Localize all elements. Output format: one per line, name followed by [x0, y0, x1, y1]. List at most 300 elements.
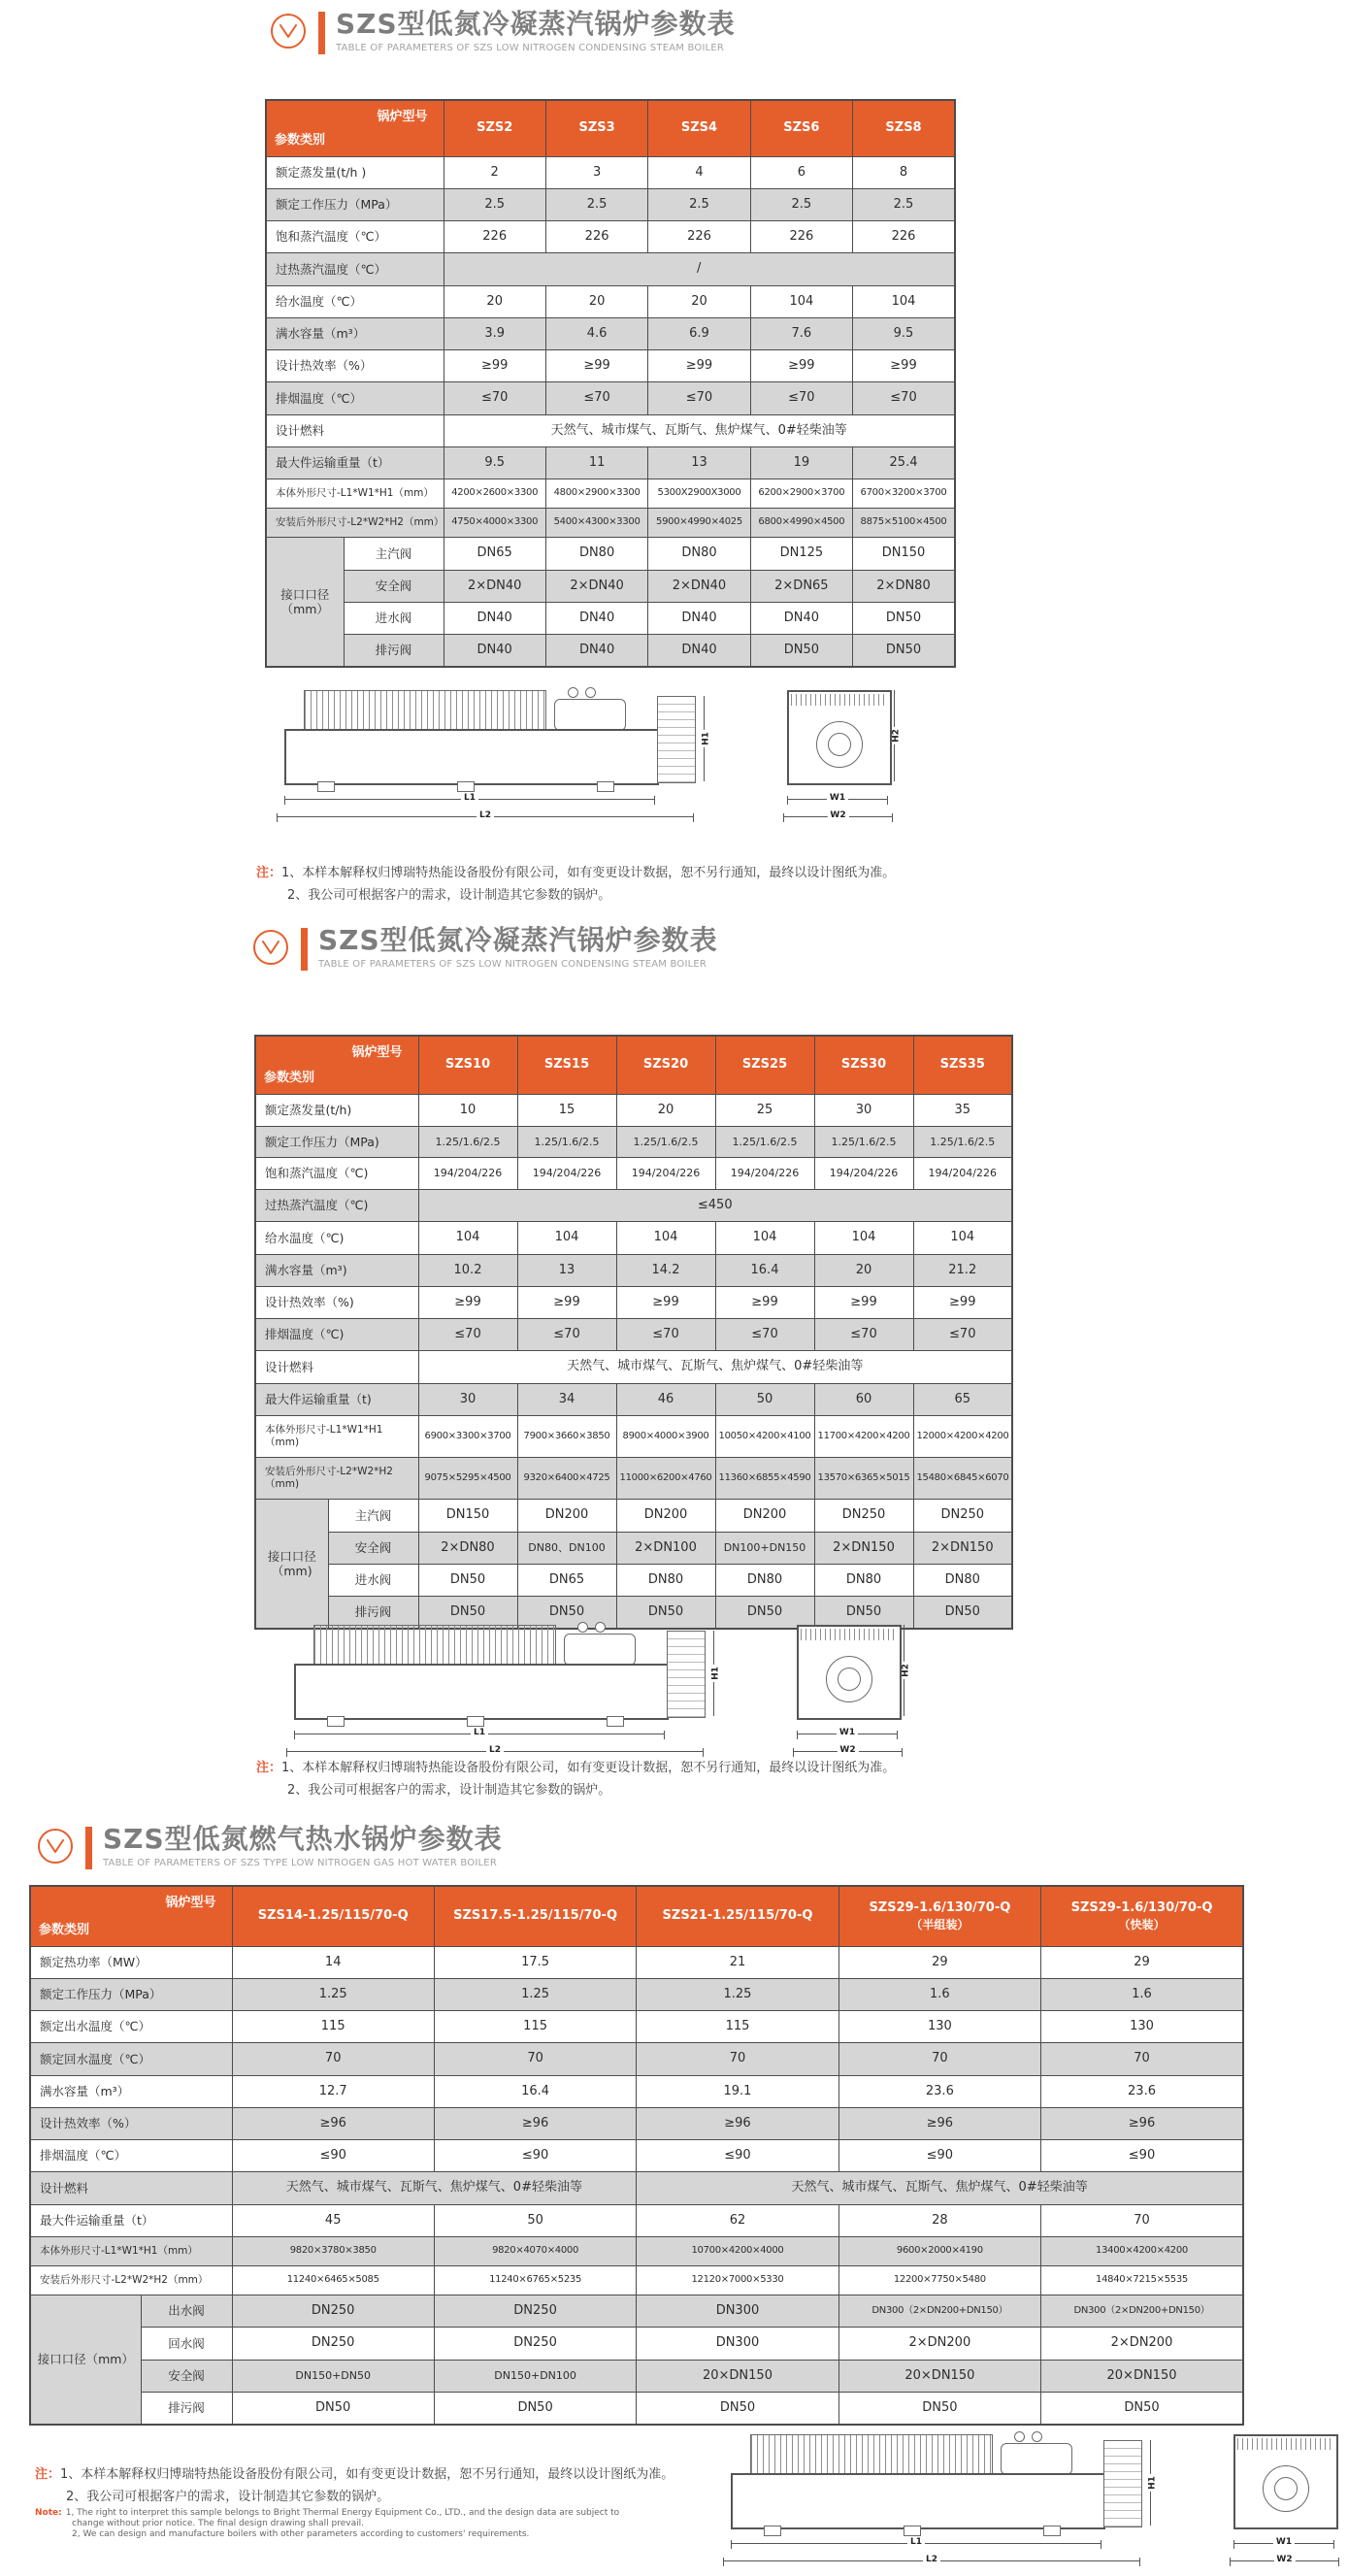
valve-name: 进水阀: [344, 602, 444, 634]
table-cell: DN150+DN100: [434, 2360, 636, 2392]
table-cell: 6900×3300×3700: [418, 1415, 517, 1457]
table-cell: 10050×4200×4100: [715, 1415, 814, 1457]
valve-name: 进水阀: [328, 1564, 418, 1596]
boiler-side-view: [723, 2428, 1160, 2576]
section-header-3: [37, 1825, 503, 1869]
column-header: SZS6: [750, 100, 852, 156]
table-cell: DN50: [853, 635, 955, 668]
corner-header: [30, 1886, 232, 1946]
row-label: 最大件运输重量（t): [255, 1383, 418, 1415]
section-header-2: [252, 926, 718, 971]
economizer-hatch: [304, 690, 546, 731]
table-cell: ≤450: [418, 1190, 1012, 1222]
end-view-outline: [1233, 2434, 1338, 2529]
table-cell: 130: [1041, 2011, 1243, 2043]
table-cell: 4: [648, 156, 750, 188]
table-cell: 104: [814, 1222, 913, 1254]
section-title: SZS型低氮冷凝蒸汽锅炉参数表: [336, 8, 736, 40]
row-label: 额定出水温度（℃）: [30, 2011, 232, 2043]
table-cell: 1.25/1.6/2.5: [814, 1126, 913, 1158]
table-cell: 9820×3780×3850: [232, 2236, 434, 2265]
table-cell: 45: [232, 2204, 434, 2236]
table-cell: ≥99: [444, 350, 545, 382]
economizer-hatch: [313, 1625, 556, 1666]
table-cell: DN65: [517, 1564, 616, 1596]
table-cell: DN300: [637, 2295, 838, 2328]
table-cell: ≥99: [616, 1286, 715, 1318]
table-cell: DN50: [1041, 2392, 1243, 2425]
table-cell: 20: [814, 1254, 913, 1286]
table-cell: ≤70: [853, 382, 955, 414]
row-label: 安装后外形尺寸-L2*W2*H2（mm): [255, 1458, 418, 1500]
table-cell: 6700×3200×3700: [853, 479, 955, 509]
table-cell: 14: [232, 1946, 434, 1978]
brand-chevron-icon: [37, 1828, 74, 1865]
table-cell: 194/204/226: [418, 1158, 517, 1190]
table-cell: 2×DN150: [814, 1532, 913, 1564]
table-cell: 2×DN65: [750, 570, 852, 602]
dimension-h1: H1: [704, 696, 705, 781]
table-cell: 70: [637, 2043, 838, 2075]
burner-inner-circle: [828, 733, 851, 756]
table-cell: 194/204/226: [517, 1158, 616, 1190]
table-cell: 11240×6765×5235: [434, 2265, 636, 2295]
dimension-w1: W1: [1233, 2543, 1334, 2544]
table-cell: 9820×4070×4000: [434, 2236, 636, 2265]
table-cell: 20: [545, 285, 647, 317]
table-cell: 194/204/226: [616, 1158, 715, 1190]
brand-chevron-icon: [270, 13, 307, 50]
table-cell: ≥99: [814, 1286, 913, 1318]
table-cell: 6.9: [648, 317, 750, 349]
end-hatch: [791, 694, 888, 706]
table-cell: 13400×4200×4200: [1041, 2236, 1243, 2265]
dimension-l2: L2: [723, 2560, 1140, 2561]
valve-name: 排污阀: [328, 1597, 418, 1630]
table-cell: 6200×2900×3700: [750, 479, 852, 509]
table-cell: 70: [838, 2043, 1040, 2075]
table-cell: 19: [750, 446, 852, 479]
table-cell: ≥99: [913, 1286, 1012, 1318]
note-label: 注：: [256, 866, 282, 880]
burner-circle: [826, 1656, 872, 1702]
notes-cn-1: [256, 862, 895, 907]
table-cell: 104: [715, 1222, 814, 1254]
table-cell: DN40: [750, 602, 852, 634]
table-cell: 15480×6845×6070: [913, 1458, 1012, 1500]
corner-model-label: 锅炉型号: [351, 1045, 403, 1060]
row-label: 额定热功率（MW）: [30, 1946, 232, 1978]
row-label: 设计热效率（%): [255, 1286, 418, 1318]
valve-name: 主汽阀: [328, 1500, 418, 1532]
table-cell: 1.25/1.6/2.5: [517, 1126, 616, 1158]
table-cell: 9075×5295×4500: [418, 1458, 517, 1500]
note-line: 1、本样本解释权归博瑞特热能设备股份有限公司，如有变更设计数据，恕不另行通知，最终以设计图纸为准。: [60, 2467, 674, 2482]
table-cell: DN40: [545, 635, 647, 668]
table-cell: 11700×4200×4200: [814, 1415, 913, 1457]
burner-platform: [1103, 2440, 1142, 2527]
table-cell: 1.25/1.6/2.5: [616, 1126, 715, 1158]
table-cell: ≥96: [1041, 2107, 1243, 2139]
table-cell: 2: [444, 156, 545, 188]
table-cell: 21.2: [913, 1254, 1012, 1286]
burner-inner-circle: [838, 1668, 861, 1691]
row-label: 排烟温度（℃）: [30, 2140, 232, 2172]
row-label: 额定回水温度（℃）: [30, 2043, 232, 2075]
table-cell: 115: [637, 2011, 838, 2043]
dimension-h1: H1: [1150, 2440, 1151, 2526]
steam-boiler-table-small: [265, 99, 956, 668]
table-cell: 46: [616, 1383, 715, 1415]
end-hatch: [801, 1629, 898, 1640]
table-cell: 20×DN150: [637, 2360, 838, 2392]
dimension-h1: H1: [713, 1631, 714, 1716]
hot-water-boiler-table: [29, 1885, 1244, 2426]
table-cell: 12120×7000×5330: [637, 2265, 838, 2295]
support-leg: [317, 781, 335, 792]
table-cell: 天然气、城市煤气、瓦斯气、焦炉煤气、0#轻柴油等: [637, 2172, 1243, 2204]
steam-drum: [564, 1634, 636, 1666]
valve-group-label: 接口口径（mm）: [30, 2295, 141, 2426]
dimension-l1: L1: [284, 799, 655, 800]
table-cell: 1.6: [1041, 1978, 1243, 2010]
table-cell: ≤70: [750, 382, 852, 414]
note-line: change without prior notice. The final design drawing shall prevail.: [72, 2519, 364, 2528]
row-label: 排烟温度（℃）: [266, 382, 444, 414]
boiler-body: [284, 729, 659, 785]
table-cell: ≤70: [913, 1319, 1012, 1351]
table-cell: ≥99: [418, 1286, 517, 1318]
dimension-w2: W2: [783, 816, 893, 817]
row-label: 饱和蒸汽温度（℃）: [266, 221, 444, 253]
table-cell: 8: [853, 156, 955, 188]
row-label: 额定工作压力（MPa）: [266, 188, 444, 220]
section-subtitle: TABLE OF PARAMETERS OF SZS LOW NITROGEN CONDENSING STEAM BOILER: [336, 43, 725, 54]
column-header: SZS35: [913, 1036, 1012, 1094]
valve-circle: [577, 1622, 588, 1633]
row-label: 设计燃料: [255, 1351, 418, 1383]
table-cell: DN80、DN100: [517, 1532, 616, 1564]
row-label: 最大件运输重量（t）: [30, 2204, 232, 2236]
table-cell: DN50: [517, 1597, 616, 1630]
burner-circle: [816, 721, 863, 768]
table-cell: 4.6: [545, 317, 647, 349]
boiler-drawing-3: [723, 2428, 1293, 2564]
table-cell: ≥96: [838, 2107, 1040, 2139]
column-header: SZS17.5-1.25/115/70-Q: [434, 1886, 636, 1946]
table-cell: 1.6: [838, 1978, 1040, 2010]
table-cell: 7.6: [750, 317, 852, 349]
table-cell: 2.5: [750, 188, 852, 220]
table-cell: DN250: [913, 1500, 1012, 1532]
table-cell: 11000×6200×4760: [616, 1458, 715, 1500]
table-cell: 65: [913, 1383, 1012, 1415]
table-cell: DN65: [444, 538, 545, 570]
table-cell: ≥99: [545, 350, 647, 382]
valve-group-label: 接口口径（mm): [255, 1500, 328, 1630]
table-cell: 16.4: [434, 2075, 636, 2107]
row-label: 安装后外形尺寸-L2*W2*H2（mm）: [266, 509, 444, 538]
table-cell: ≥96: [232, 2107, 434, 2139]
table-cell: 130: [838, 2011, 1040, 2043]
boiler-body: [731, 2473, 1105, 2529]
corner-param-label: 参数类别: [275, 133, 326, 149]
support-leg: [467, 1716, 484, 1727]
column-header: SZS29-1.6/130/70-Q （半组装）: [838, 1886, 1040, 1946]
support-leg: [597, 781, 614, 792]
table-cell: ≤90: [232, 2140, 434, 2172]
table-cell: 12200×7750×5480: [838, 2265, 1040, 2295]
dimension-h2: H2: [894, 690, 895, 781]
valve-name: 排污阀: [344, 635, 444, 668]
table-cell: 13570×6365×5015: [814, 1458, 913, 1500]
row-label: 额定工作压力（MPa): [255, 1126, 418, 1158]
table-cell: ≤90: [838, 2140, 1040, 2172]
row-label: 额定蒸发量(t/h ): [266, 156, 444, 188]
table-cell: 2×DN80: [418, 1532, 517, 1564]
table-cell: 8875×5100×4500: [853, 509, 955, 538]
table-cell: 12000×4200×4200: [913, 1415, 1012, 1457]
column-header: SZS25: [715, 1036, 814, 1094]
table-cell: 35: [913, 1094, 1012, 1126]
table-cell: 7900×3660×3850: [517, 1415, 616, 1457]
table-cell: 21: [637, 1946, 838, 1978]
table-cell: 2.5: [853, 188, 955, 220]
table-cell: 4800×2900×3300: [545, 479, 647, 509]
table-cell: DN50: [838, 2392, 1040, 2425]
table-cell: 天然气、城市煤气、瓦斯气、焦炉煤气、0#轻柴油等: [444, 414, 955, 446]
table-cell: 11: [545, 446, 647, 479]
column-header: SZS30: [814, 1036, 913, 1094]
table-cell: 3: [545, 156, 647, 188]
column-header: SZS8: [853, 100, 955, 156]
table-cell: DN40: [545, 602, 647, 634]
note-line: 2、我公司可根据客户的需求，设计制造其它参数的锅炉。: [287, 888, 611, 903]
title-accent-bar: [85, 1827, 92, 1869]
table-cell: 62: [637, 2204, 838, 2236]
table-cell: 20×DN150: [838, 2360, 1040, 2392]
table-cell: DN250: [232, 2328, 434, 2360]
table-cell: 4200×2600×3300: [444, 479, 545, 509]
valve-name: 排污阀: [141, 2392, 232, 2425]
end-view-outline: [787, 690, 892, 785]
table-cell: 226: [750, 221, 852, 253]
table-cell: 16.4: [715, 1254, 814, 1286]
end-view-outline: [797, 1625, 902, 1720]
row-label: 设计燃料: [266, 414, 444, 446]
table-cell: 34: [517, 1383, 616, 1415]
table-cell: ≥96: [637, 2107, 838, 2139]
table-cell: 1.25: [637, 1978, 838, 2010]
table-cell: DN40: [648, 602, 750, 634]
table-cell: DN50: [232, 2392, 434, 2425]
table-cell: DN80: [648, 538, 750, 570]
table-cell: DN150: [853, 538, 955, 570]
row-label: 设计热效率（%）: [30, 2107, 232, 2139]
table-cell: 2×DN100: [616, 1532, 715, 1564]
burner-inner-circle: [1274, 2477, 1298, 2500]
row-label: 饱和蒸汽温度（℃): [255, 1158, 418, 1190]
table-cell: 2×DN200: [1041, 2328, 1243, 2360]
notes-cn-3: [35, 2463, 674, 2508]
valve-name: 主汽阀: [344, 538, 444, 570]
table-cell: 5400×4300×3300: [545, 509, 647, 538]
table-cell: ≤70: [648, 382, 750, 414]
table-cell: 6800×4990×4500: [750, 509, 852, 538]
row-label: 满水容量（m³）: [30, 2075, 232, 2107]
boiler-end-view: [783, 684, 902, 832]
table-cell: DN250: [814, 1500, 913, 1532]
table-cell: 2.5: [648, 188, 750, 220]
table-cell: DN40: [444, 635, 545, 668]
table-cell: 17.5: [434, 1946, 636, 1978]
table-cell: 13: [517, 1254, 616, 1286]
boiler-drawing-1: [277, 684, 903, 832]
table-cell: 天然气、城市煤气、瓦斯气、焦炉煤气、0#轻柴油等: [418, 1351, 1012, 1383]
table-cell: 2×DN200: [838, 2328, 1040, 2360]
table-cell: DN80: [545, 538, 647, 570]
note-line: 1、本样本解释权归博瑞特热能设备股份有限公司，如有变更设计数据，恕不另行通知，最终以设计图纸为准。: [281, 1761, 896, 1775]
row-label: 满水容量（m³): [255, 1254, 418, 1286]
column-header: SZS21-1.25/115/70-Q: [637, 1886, 838, 1946]
table-cell: 9.5: [853, 317, 955, 349]
table-cell: 10700×4200×4000: [637, 2236, 838, 2265]
table-cell: 2×DN150: [913, 1532, 1012, 1564]
table-cell: 29: [1041, 1946, 1243, 1978]
table-cell: 20: [616, 1094, 715, 1126]
table-cell: DN250: [434, 2328, 636, 2360]
boiler-drawing-2: [286, 1619, 912, 1767]
boiler-end-view: [793, 1619, 911, 1767]
table-cell: 1.25/1.6/2.5: [715, 1126, 814, 1158]
note-line: 2, We can design and manufacture boilers with other parameters according to customers' requirements.: [72, 2529, 530, 2539]
table-cell: DN150: [418, 1500, 517, 1532]
table-cell: 天然气、城市煤气、瓦斯气、焦炉煤气、0#轻柴油等: [232, 2172, 637, 2204]
table-cell: DN50: [853, 602, 955, 634]
table-cell: DN300: [637, 2328, 838, 2360]
section-header-1: [270, 10, 736, 54]
table-cell: ≤70: [715, 1319, 814, 1351]
table-cell: 11360×6855×4590: [715, 1458, 814, 1500]
table-cell: 20: [648, 285, 750, 317]
table-cell: DN150+DN50: [232, 2360, 434, 2392]
table-cell: DN250: [434, 2295, 636, 2328]
valve-circle: [1014, 2431, 1025, 2442]
end-hatch: [1237, 2438, 1334, 2450]
table-cell: 19.1: [637, 2075, 838, 2107]
table-cell: DN250: [232, 2295, 434, 2328]
table-cell: 194/204/226: [715, 1158, 814, 1190]
table-cell: DN50: [637, 2392, 838, 2425]
economizer-hatch: [750, 2434, 993, 2475]
row-label: 额定蒸发量(t/h): [255, 1094, 418, 1126]
table-cell: 70: [1041, 2043, 1243, 2075]
title-accent-bar: [318, 12, 325, 54]
table-cell: 226: [545, 221, 647, 253]
table-cell: 115: [232, 2011, 434, 2043]
table-cell: 14840×7215×5535: [1041, 2265, 1243, 2295]
row-label: 设计燃料: [30, 2172, 232, 2204]
corner-header: [255, 1036, 418, 1094]
table-cell: DN200: [715, 1500, 814, 1532]
table-cell: 2.5: [545, 188, 647, 220]
corner-model-label: 锅炉型号: [377, 110, 428, 124]
note-line: 2、我公司可根据客户的需求，设计制造其它参数的锅炉。: [287, 1783, 611, 1798]
table-cell: 3.9: [444, 317, 545, 349]
valve-circle: [568, 687, 578, 698]
support-leg: [457, 781, 475, 792]
table-cell: ≤70: [517, 1319, 616, 1351]
dimension-w2: W2: [1230, 2560, 1339, 2561]
table-cell: ≥99: [648, 350, 750, 382]
table-cell: 115: [434, 2011, 636, 2043]
table-cell: 5300X2900X3000: [648, 479, 750, 509]
table-cell: /: [444, 253, 955, 285]
row-label: 本体外形尺寸-L1*W1*H1（mm）: [30, 2236, 232, 2265]
corner-header: [266, 100, 444, 156]
row-label: 安装后外形尺寸-L2*W2*H2（mm）: [30, 2265, 232, 2295]
valve-circle: [585, 687, 596, 698]
table-cell: 226: [648, 221, 750, 253]
column-header: SZS15: [517, 1036, 616, 1094]
table-cell: 5900×4990×4025: [648, 509, 750, 538]
row-label: 本体外形尺寸-L1*W1*H1（mm): [255, 1415, 418, 1457]
valve-name: 安全阀: [141, 2360, 232, 2392]
valve-circle: [1032, 2431, 1042, 2442]
dimension-w2: W2: [793, 1751, 903, 1752]
table-cell: 2×DN40: [444, 570, 545, 602]
table-cell: 194/204/226: [814, 1158, 913, 1190]
table-cell: ≤70: [814, 1319, 913, 1351]
valve-circle: [595, 1622, 606, 1633]
column-header-sub: （快装）: [1118, 1917, 1166, 1932]
table-cell: 13: [648, 446, 750, 479]
table-cell: 12.7: [232, 2075, 434, 2107]
row-label: 给水温度（℃): [255, 1222, 418, 1254]
table-cell: DN80: [616, 1564, 715, 1596]
row-label: 过热蒸汽温度（℃): [255, 1190, 418, 1222]
table-cell: 9.5: [444, 446, 545, 479]
table-cell: 70: [1041, 2204, 1243, 2236]
table-cell: ≥99: [853, 350, 955, 382]
table-cell: 60: [814, 1383, 913, 1415]
note-label: Note:: [35, 2508, 62, 2518]
table-cell: 104: [418, 1222, 517, 1254]
table-cell: 30: [418, 1383, 517, 1415]
column-header-sub: （半组装）: [910, 1917, 970, 1932]
table-cell: 14.2: [616, 1254, 715, 1286]
table-cell: DN200: [616, 1500, 715, 1532]
valve-name: 回水阀: [141, 2328, 232, 2360]
table-cell: DN50: [434, 2392, 636, 2425]
table-cell: 9600×2000×4190: [838, 2236, 1040, 2265]
table-cell: 20×DN150: [1041, 2360, 1243, 2392]
support-leg: [607, 1716, 624, 1727]
row-label: 额定工作压力（MPa）: [30, 1978, 232, 2010]
steam-drum: [1001, 2443, 1072, 2475]
table-cell: DN50: [418, 1597, 517, 1630]
dimension-w1: W1: [787, 799, 888, 800]
table-cell: 23.6: [1041, 2075, 1243, 2107]
table-cell: 194/204/226: [913, 1158, 1012, 1190]
table-cell: 28: [838, 2204, 1040, 2236]
support-leg: [904, 2526, 921, 2536]
note-label: 注：: [256, 1761, 282, 1775]
valve-group-label: 接口口径（mm）: [266, 538, 344, 668]
corner-param-label: 参数类别: [39, 1923, 90, 1938]
table-cell: DN100+DN150: [715, 1532, 814, 1564]
table-cell: 104: [517, 1222, 616, 1254]
